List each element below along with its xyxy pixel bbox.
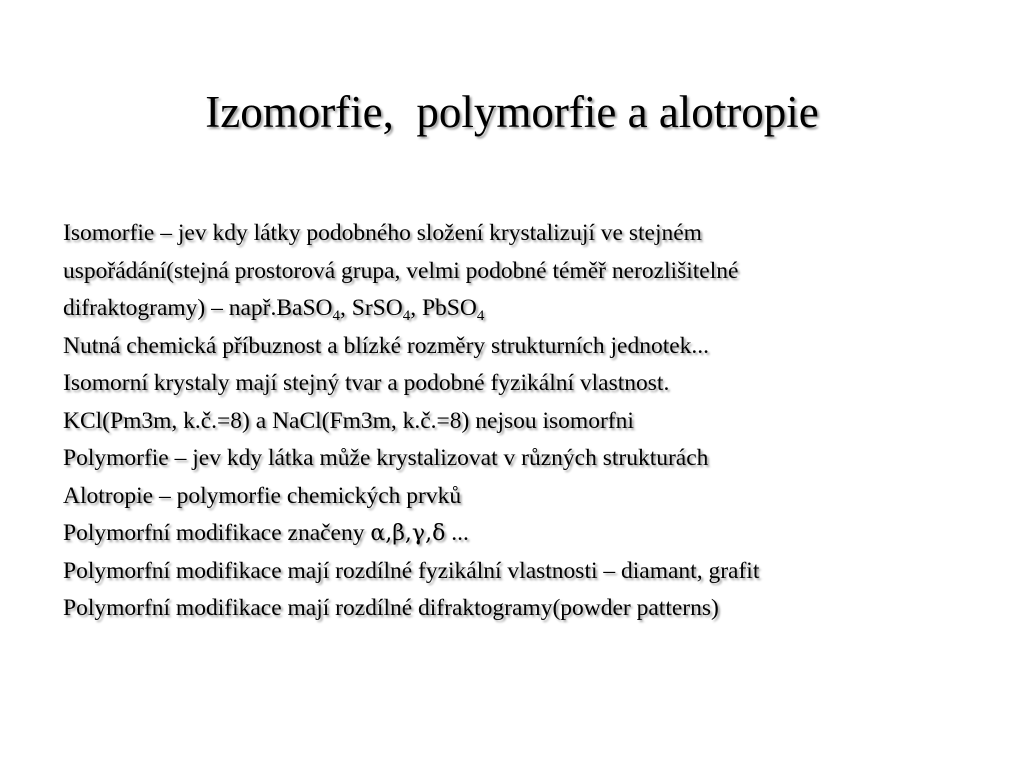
text-line-7: Polymorfie – jev kdy látka může krystalizovat v různých strukturách (63, 445, 709, 471)
slide-body (63, 215, 1013, 628)
text-line-1: Isomorfie – jev kdy látky podobného složení krystalizují ve stejném (63, 220, 702, 246)
text-line-8: Alotropie – polymorfie chemických prvků (63, 482, 462, 509)
text-line-3 (63, 290, 1013, 328)
subscript-srso4: 4 (402, 308, 411, 324)
text-line-5: Isomorní krystaly mají stejný tvar a podobné fyzikální vlastnost. (63, 370, 670, 396)
subscript-baso4: 4 (332, 308, 341, 324)
text-line-6: KCl(Pm3m, k.č.=8) a NaCl(Fm3m, k.č.=8) nejsou isomorfni (63, 407, 634, 434)
slide-title: Izomorfie, polymorfie a alotropie (205, 87, 819, 137)
text-line-9-suffix: ... (445, 520, 469, 546)
text-line-9 (63, 515, 1013, 553)
subscript-pbso4: 4 (476, 308, 485, 324)
greek-letters: α,β,γ,δ (370, 521, 446, 546)
text-line-2: uspořádání(stejná prostorová grupa, velmi podobné téměř nerozlišitelné (63, 257, 739, 284)
text-line-3-pbso4: , PbSO (410, 295, 477, 321)
text-line-9-prefix: Polymorfní modifikace značeny (63, 520, 371, 546)
text-line-11: Polymorfní modifikace mají rozdílné difraktogramy(powder patterns) (63, 595, 719, 621)
text-line-3-srso4: , SrSO (340, 295, 403, 321)
text-line-10: Polymorfní modifikace mají rozdílné fyzikální vlastnosti – diamant, grafit (63, 557, 760, 584)
text-line-3-prefix: difraktogramy) – např.BaSO (63, 295, 333, 321)
text-line-4: Nutná chemická příbuznost a blízké rozměry strukturních jednotek... (63, 332, 710, 359)
